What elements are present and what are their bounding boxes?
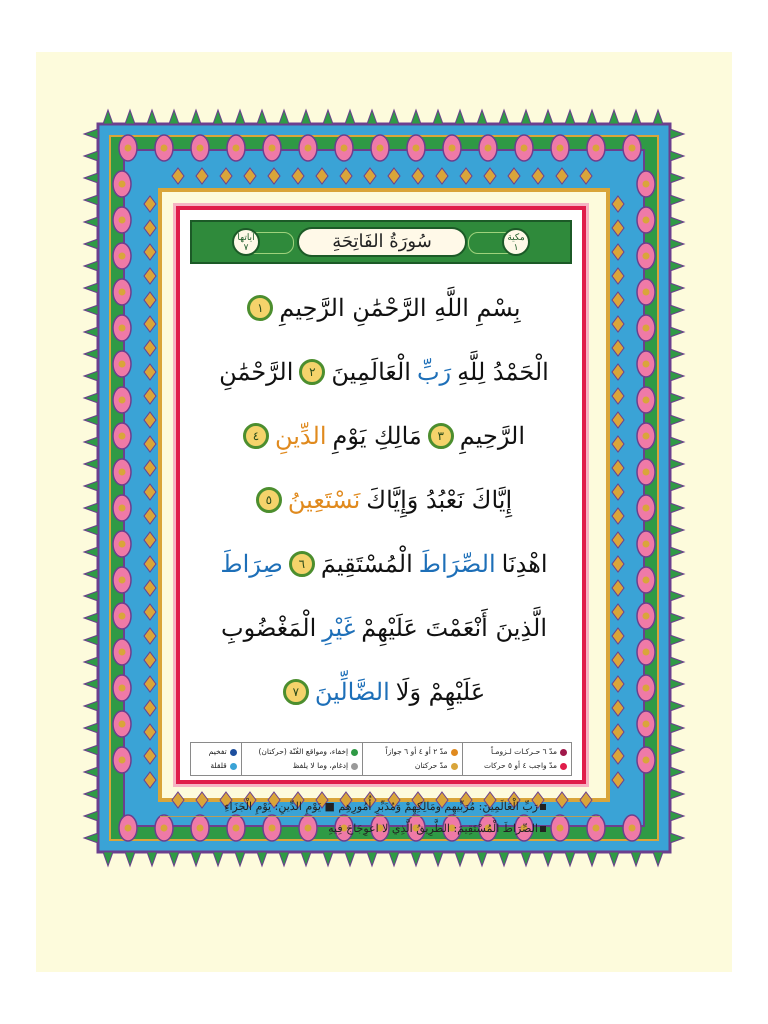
verse-text: مَالِكِ يَوْمِ [332, 422, 422, 450]
fringe-spike-icon [84, 415, 98, 425]
legend-column [241, 743, 362, 775]
verse-text: الْمَغْضُوبِ [221, 614, 317, 642]
verse-text-highlight: نَسْتَعِينُ [287, 486, 361, 514]
fringe-spike-icon [345, 852, 355, 866]
fringe-spike-icon [323, 852, 333, 866]
fringe-spike-icon [169, 110, 179, 124]
fringe-spike-icon [670, 217, 684, 227]
verse-line [194, 340, 574, 404]
fringe-spike-icon [587, 110, 597, 124]
floral-motif-icon [377, 145, 384, 152]
fringe-spike-icon [257, 110, 267, 124]
legend-item: مدّ ٦ حـركـات لـزومـاً [467, 745, 567, 759]
floral-motif-icon [119, 253, 126, 260]
floral-motif-icon [119, 325, 126, 332]
floral-motif-icon [119, 541, 126, 548]
fringe-spike-icon [125, 110, 135, 124]
fringe-spike-icon [670, 701, 684, 711]
fringe-spike-icon [84, 767, 98, 777]
verse-text: عَلَيْهِمْ وَلَا [395, 678, 486, 706]
verse-text-highlight: رَبِّ [416, 358, 452, 386]
fringe-spike-icon [84, 261, 98, 271]
fringe-spike-icon [84, 349, 98, 359]
verse-text-highlight: صِرَاطَ [220, 550, 283, 578]
floral-motif-icon [485, 145, 492, 152]
floral-motif-icon [593, 825, 600, 832]
fringe-spike-icon [103, 852, 113, 866]
fringe-spike-icon [84, 481, 98, 491]
verse-text: الَّذِينَ أَنْعَمْتَ عَلَيْهِمْ [361, 614, 547, 642]
fringe-spike-icon [670, 789, 684, 799]
floral-motif-icon [119, 721, 126, 728]
floral-motif-icon [629, 145, 636, 152]
floral-motif-icon [125, 825, 132, 832]
floral-motif-icon [449, 145, 456, 152]
floral-motif-icon [125, 145, 132, 152]
floral-motif-icon [119, 577, 126, 584]
floral-motif-icon [643, 505, 650, 512]
fringe-spike-icon [670, 327, 684, 337]
floral-motif-icon [119, 181, 126, 188]
fringe-spike-icon [670, 591, 684, 601]
verse-text: الرَّحِيمِ [459, 422, 526, 450]
fringe-spike-icon [169, 852, 179, 866]
fringe-spike-icon [84, 833, 98, 843]
fringe-spike-icon [455, 852, 465, 866]
fringe-spike-icon [670, 261, 684, 271]
fringe-spike-icon [213, 110, 223, 124]
ayah-marker: ٤ [243, 423, 269, 449]
fringe-spike-icon [670, 371, 684, 381]
fringe-spike-icon [257, 852, 267, 866]
fringe-spike-icon [84, 635, 98, 645]
fringe-spike-icon [499, 852, 509, 866]
fringe-spike-icon [565, 852, 575, 866]
fringe-spike-icon [389, 852, 399, 866]
fringe-spike-icon [84, 701, 98, 711]
fringe-spike-icon [84, 239, 98, 249]
fringe-spike-icon [670, 679, 684, 689]
fringe-spike-icon [84, 327, 98, 337]
surah-header [190, 220, 572, 264]
basmala-text: بِسْمِ اللَّهِ الرَّحْمَٰنِ الرَّحِيمِ [279, 294, 521, 322]
floral-motif-icon [119, 613, 126, 620]
fringe-spike-icon [670, 767, 684, 777]
fringe-spike-icon [147, 110, 157, 124]
floral-motif-icon [643, 325, 650, 332]
fringe-spike-icon [670, 635, 684, 645]
floral-motif-icon [197, 145, 204, 152]
verse-line [194, 404, 574, 468]
fringe-spike-icon [670, 833, 684, 843]
fringe-spike-icon [345, 110, 355, 124]
fringe-spike-icon [565, 110, 575, 124]
fringe-spike-icon [631, 110, 641, 124]
fringe-spike-icon [433, 110, 443, 124]
verse-text: اهْدِنَا [501, 550, 548, 578]
color-dot-icon [351, 749, 358, 756]
fringe-spike-icon [84, 503, 98, 513]
tajweed-legend [190, 742, 572, 776]
floral-motif-icon [233, 145, 240, 152]
square-bullet-icon [540, 804, 546, 810]
fringe-spike-icon [323, 110, 333, 124]
legend-item: مدّ واجب ٤ أو ٥ حركات [467, 759, 567, 773]
floral-motif-icon [119, 397, 126, 404]
fringe-spike-icon [301, 110, 311, 124]
verse-line [194, 596, 574, 660]
legend-column [362, 743, 461, 775]
legend-item: مدّ ٢ أو ٤ أو ٦ جوازاً [367, 745, 457, 759]
fringe-spike-icon [279, 852, 289, 866]
fringe-spike-icon [670, 723, 684, 733]
fringe-spike-icon [670, 129, 684, 139]
legend-item: إدغام، وما لا يلفظ [246, 759, 358, 773]
ayah-marker: ٣ [428, 423, 454, 449]
fringe-spike-icon [670, 151, 684, 161]
floral-motif-icon [643, 541, 650, 548]
verse-text-highlight: الدِّينِ [274, 422, 327, 450]
floral-motif-icon [119, 649, 126, 656]
floral-motif-icon [119, 757, 126, 764]
legend-item: قلقلة [195, 759, 237, 773]
fringe-spike-icon [301, 852, 311, 866]
floral-motif-icon [643, 253, 650, 260]
floral-motif-icon [643, 721, 650, 728]
verse-text-highlight: غَيْرِ [322, 614, 356, 642]
floral-motif-icon [269, 145, 276, 152]
verse-text: الْمُسْتَقِيمَ [320, 550, 413, 578]
fringe-spike-icon [477, 852, 487, 866]
fringe-spike-icon [84, 437, 98, 447]
floral-motif-icon [161, 825, 168, 832]
footnote-line: الصِّرَاطَ الْمُسْتَقِيمَ: الطَّرِيقُ الَّذِي لا اعوِجَاجَ فِيهِ [176, 818, 586, 840]
legend-item: مدّ حركتان [367, 759, 457, 773]
verse-text: إِيَّاكَ نَعْبُدُ وَإِيَّاكَ [366, 486, 513, 514]
ayah-marker: ٦ [289, 551, 315, 577]
fringe-spike-icon [670, 481, 684, 491]
fringe-spike-icon [84, 217, 98, 227]
footnote-line: رَبِّ الْعَالَمِينَ: مُرَبِّيهِم ومَالِكِهِمْ وَمُدَبِّرِ أُمُورِهِم ■ يَوْمِ الدِّينِ: يَوْمِ الْجَزَاءِ [176, 796, 586, 818]
fringe-spike-icon [670, 613, 684, 623]
floral-motif-icon [643, 289, 650, 296]
fringe-spike-icon [84, 745, 98, 755]
fringe-spike-icon [670, 393, 684, 403]
floral-motif-icon [643, 397, 650, 404]
fringe-spike-icon [521, 110, 531, 124]
fringe-spike-icon [84, 569, 98, 579]
fringe-spike-icon [670, 657, 684, 667]
floral-motif-icon [119, 433, 126, 440]
fringe-spike-icon [670, 349, 684, 359]
verse-line [194, 532, 574, 596]
fringe-spike-icon [411, 110, 421, 124]
fringe-spike-icon [84, 173, 98, 183]
fringe-spike-icon [670, 459, 684, 469]
legend-item: إخفاء، ومواقع الغُنّة (حركتان) [246, 745, 358, 759]
fringe-spike-icon [367, 852, 377, 866]
footnotes [176, 796, 586, 840]
fringe-spike-icon [191, 852, 201, 866]
fringe-spike-icon [235, 852, 245, 866]
fringe-spike-icon [213, 852, 223, 866]
fringe-spike-icon [670, 503, 684, 513]
floral-motif-icon [413, 145, 420, 152]
fringe-spike-icon [653, 852, 663, 866]
verse-text-highlight: الضَّالِّينَ [314, 678, 390, 706]
fringe-spike-icon [84, 393, 98, 403]
floral-motif-icon [593, 145, 600, 152]
floral-motif-icon [643, 613, 650, 620]
fringe-spike-icon [670, 305, 684, 315]
verse-text: الْحَمْدُ لِلَّهِ [457, 358, 549, 386]
text-panel [176, 206, 586, 784]
surah-title: سُورَةُ الفَاتِحَةِ [297, 227, 467, 257]
fringe-spike-icon [279, 110, 289, 124]
floral-motif-icon [305, 145, 312, 152]
fringe-spike-icon [411, 852, 421, 866]
fringe-spike-icon [670, 525, 684, 535]
fringe-spike-icon [389, 110, 399, 124]
verse-line [194, 468, 574, 532]
floral-motif-icon [643, 649, 650, 656]
verse-text-highlight: الصِّرَاطَ [418, 550, 496, 578]
fringe-spike-icon [670, 195, 684, 205]
fringe-spike-icon [543, 852, 553, 866]
color-dot-icon [351, 763, 358, 770]
fringe-spike-icon [84, 613, 98, 623]
fringe-spike-icon [84, 547, 98, 557]
floral-motif-icon [119, 685, 126, 692]
fringe-spike-icon [433, 852, 443, 866]
ayah-marker: ٥ [256, 487, 282, 513]
floral-motif-icon [643, 469, 650, 476]
fringe-spike-icon [609, 852, 619, 866]
floral-motif-icon [643, 757, 650, 764]
floral-motif-icon [341, 145, 348, 152]
color-dot-icon [451, 763, 458, 770]
square-bullet-icon [540, 826, 546, 832]
fringe-spike-icon [84, 657, 98, 667]
floral-motif-icon [119, 469, 126, 476]
ayah-marker: ٢ [299, 359, 325, 385]
fringe-spike-icon [84, 283, 98, 293]
fringe-spike-icon [670, 811, 684, 821]
fringe-spike-icon [499, 110, 509, 124]
legend-column [462, 743, 571, 775]
fringe-spike-icon [84, 371, 98, 381]
fringe-spike-icon [477, 110, 487, 124]
fringe-spike-icon [147, 852, 157, 866]
fringe-spike-icon [84, 789, 98, 799]
fringe-spike-icon [455, 110, 465, 124]
floral-motif-icon [643, 181, 650, 188]
legend-item: تفخيم [195, 745, 237, 759]
verses [194, 276, 574, 724]
fringe-spike-icon [84, 195, 98, 205]
fringe-spike-icon [670, 569, 684, 579]
floral-motif-icon [643, 217, 650, 224]
color-dot-icon [230, 763, 237, 770]
floral-motif-icon [119, 289, 126, 296]
floral-motif-icon [119, 505, 126, 512]
fringe-spike-icon [191, 110, 201, 124]
fringe-spike-icon [670, 415, 684, 425]
verse-text: الرَّحْمَٰنِ [219, 358, 294, 386]
fringe-spike-icon [84, 151, 98, 161]
fringe-spike-icon [235, 110, 245, 124]
fringe-spike-icon [84, 591, 98, 601]
color-dot-icon [230, 749, 237, 756]
revelation-medallion: مكية ١ [502, 228, 530, 256]
floral-motif-icon [119, 361, 126, 368]
verse-line [194, 276, 574, 340]
color-dot-icon [560, 763, 567, 770]
fringe-spike-icon [84, 305, 98, 315]
verse-text: الْعَالَمِينَ [331, 358, 411, 386]
fringe-spike-icon [84, 129, 98, 139]
fringe-spike-icon [670, 745, 684, 755]
fringe-spike-icon [84, 525, 98, 535]
floral-motif-icon [629, 825, 636, 832]
fringe-spike-icon [653, 110, 663, 124]
fringe-spike-icon [670, 239, 684, 249]
fringe-spike-icon [84, 811, 98, 821]
fringe-spike-icon [609, 110, 619, 124]
fringe-spike-icon [543, 110, 553, 124]
fringe-spike-icon [670, 547, 684, 557]
fringe-spike-icon [103, 110, 113, 124]
fringe-spike-icon [670, 437, 684, 447]
fringe-spike-icon [670, 283, 684, 293]
floral-motif-icon [557, 145, 564, 152]
fringe-spike-icon [84, 723, 98, 733]
floral-motif-icon [643, 577, 650, 584]
legend-column [191, 743, 241, 775]
ayah-count-medallion: آياتها ٧ [232, 228, 260, 256]
fringe-spike-icon [84, 459, 98, 469]
fringe-spike-icon [521, 852, 531, 866]
floral-motif-icon [643, 361, 650, 368]
floral-motif-icon [643, 685, 650, 692]
fringe-spike-icon [587, 852, 597, 866]
fringe-spike-icon [125, 852, 135, 866]
fringe-spike-icon [670, 173, 684, 183]
floral-motif-icon [119, 217, 126, 224]
verse-line [194, 660, 574, 724]
color-dot-icon [560, 749, 567, 756]
ayah-marker: ٧ [283, 679, 309, 705]
fringe-spike-icon [367, 110, 377, 124]
fringe-spike-icon [631, 852, 641, 866]
ayah-marker: ١ [247, 295, 273, 321]
color-dot-icon [451, 749, 458, 756]
floral-motif-icon [643, 433, 650, 440]
floral-motif-icon [161, 145, 168, 152]
fringe-spike-icon [84, 679, 98, 689]
floral-motif-icon [521, 145, 528, 152]
